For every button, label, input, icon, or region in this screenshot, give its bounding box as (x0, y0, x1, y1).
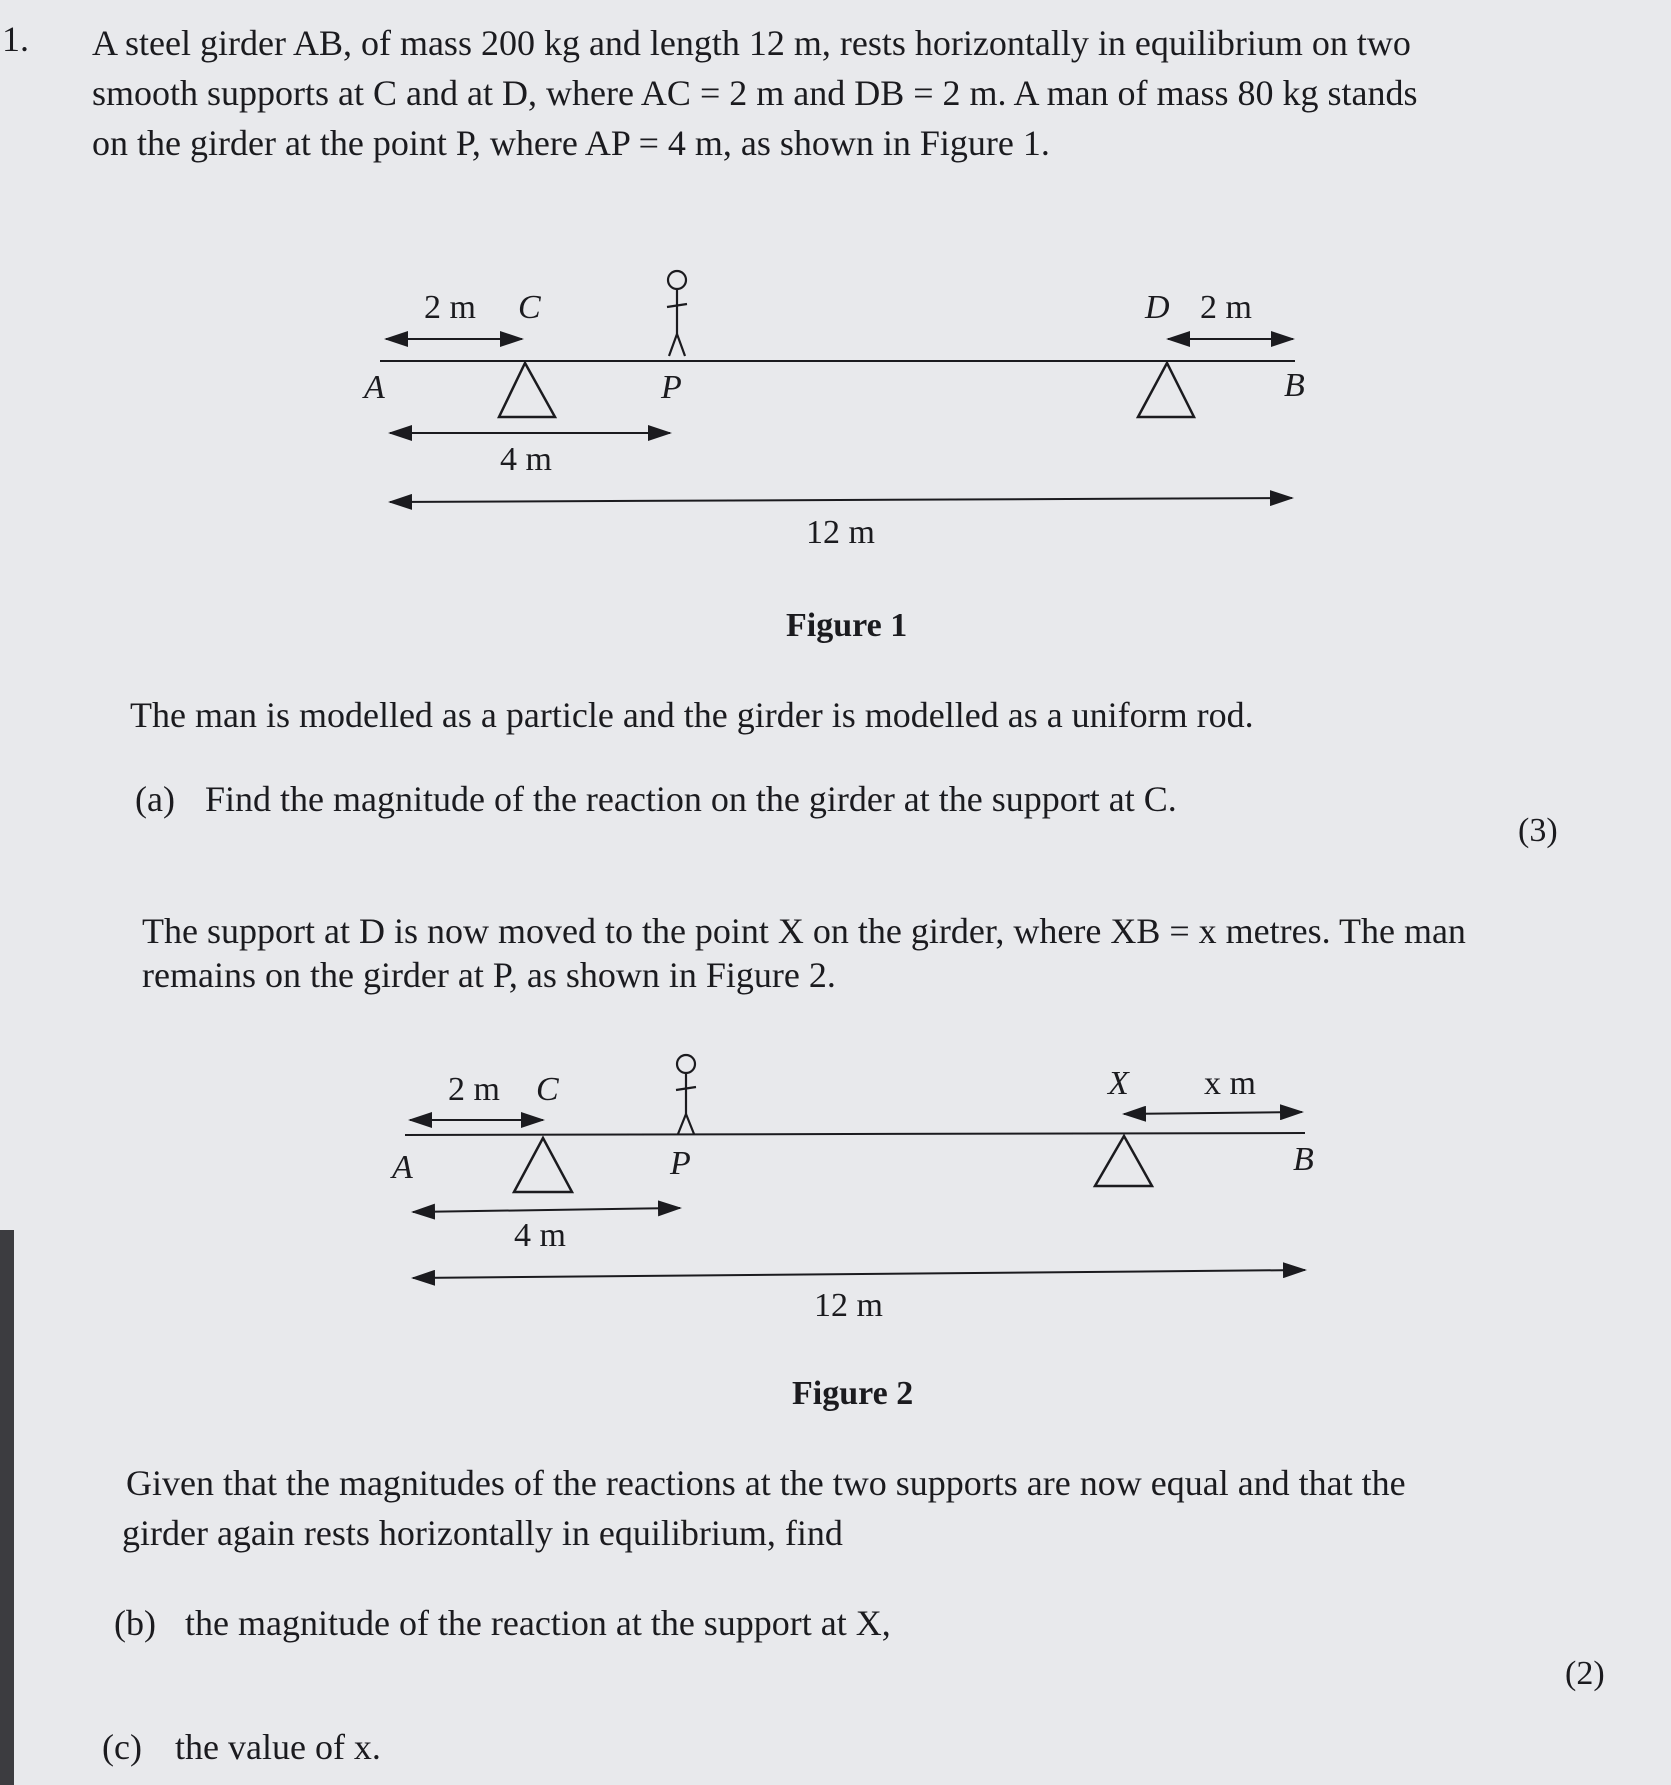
part-c-label: (c) (102, 1727, 142, 1767)
fig1-label-b: B (1284, 367, 1305, 404)
fig2-label-p: P (670, 1145, 691, 1182)
fig2-support-x (1095, 1136, 1152, 1186)
fig2-ab-label: 12 m (814, 1287, 883, 1324)
fig2-man-figure (676, 1055, 696, 1134)
intro-line-1: A steel girder AB, of mass 200 kg and length 12 m, rests horizontally in equilibrium on two (92, 23, 1411, 63)
fig1-ac-label: 2 m (424, 289, 476, 326)
moved-support-line-2: remains on the girder at P, as shown in Figure 2. (142, 955, 836, 995)
part-b-marks: (2) (1565, 1655, 1605, 1692)
part-b-label: (b) (114, 1603, 156, 1643)
fig2-girder (405, 1133, 1305, 1135)
fig1-label-a: A (364, 369, 385, 406)
fig1-man-figure (667, 271, 687, 356)
fig1-label-c: C (518, 289, 541, 326)
figure-1-caption: Figure 1 (786, 607, 908, 644)
question-number: 1. (2, 19, 29, 59)
part-a-text: Find the magnitude of the reaction on the girder at the support at C. (205, 779, 1177, 819)
part-b-text: the magnitude of the reaction at the support at X, (185, 1603, 891, 1643)
fig2-xb-arrow (1124, 1112, 1302, 1114)
fig2-support-c (514, 1138, 572, 1192)
fig1-db-label: 2 m (1200, 289, 1252, 326)
fig2-ac-label: 2 m (448, 1071, 500, 1108)
part-a-label: (a) (135, 779, 175, 819)
fig1-ab-arrow (390, 498, 1292, 502)
fig1-label-p: P (661, 369, 682, 406)
fig2-ap-arrow (413, 1208, 680, 1212)
fig2-xb-label: x m (1204, 1065, 1256, 1102)
model-statement: The man is modelled as a particle and the girder is modelled as a uniform rod. (130, 695, 1254, 735)
given-line-1: Given that the magnitudes of the reactions at the two supports are now equal and that the (126, 1463, 1406, 1503)
intro-line-3: on the girder at the point P, where AP = 4 m, as shown in Figure 1. (92, 123, 1050, 163)
fig2-label-c: C (536, 1071, 559, 1108)
fig1-label-d: D (1145, 289, 1170, 326)
moved-support-line-1: The support at D is now moved to the point X on the girder, where XB = x metres. The man (142, 911, 1466, 951)
fig2-label-x: X (1108, 1065, 1129, 1102)
fig1-ap-label: 4 m (500, 441, 552, 478)
fig1-support-d (1138, 363, 1194, 417)
figure-2-caption: Figure 2 (792, 1375, 914, 1412)
fig2-ap-label: 4 m (514, 1217, 566, 1254)
fig1-ab-label: 12 m (806, 514, 875, 551)
fig1-support-c (499, 363, 555, 417)
part-c-text: the value of x. (175, 1727, 381, 1767)
fig2-label-a: A (392, 1149, 413, 1186)
fig2-label-b: B (1293, 1141, 1314, 1178)
given-line-2: girder again rests horizontally in equilibrium, find (122, 1513, 843, 1553)
part-a-marks: (3) (1518, 812, 1558, 849)
intro-line-2: smooth supports at C and at D, where AC = 2 m and DB = 2 m. A man of mass 80 kg stands (92, 73, 1418, 113)
fig2-ab-arrow (413, 1270, 1305, 1278)
